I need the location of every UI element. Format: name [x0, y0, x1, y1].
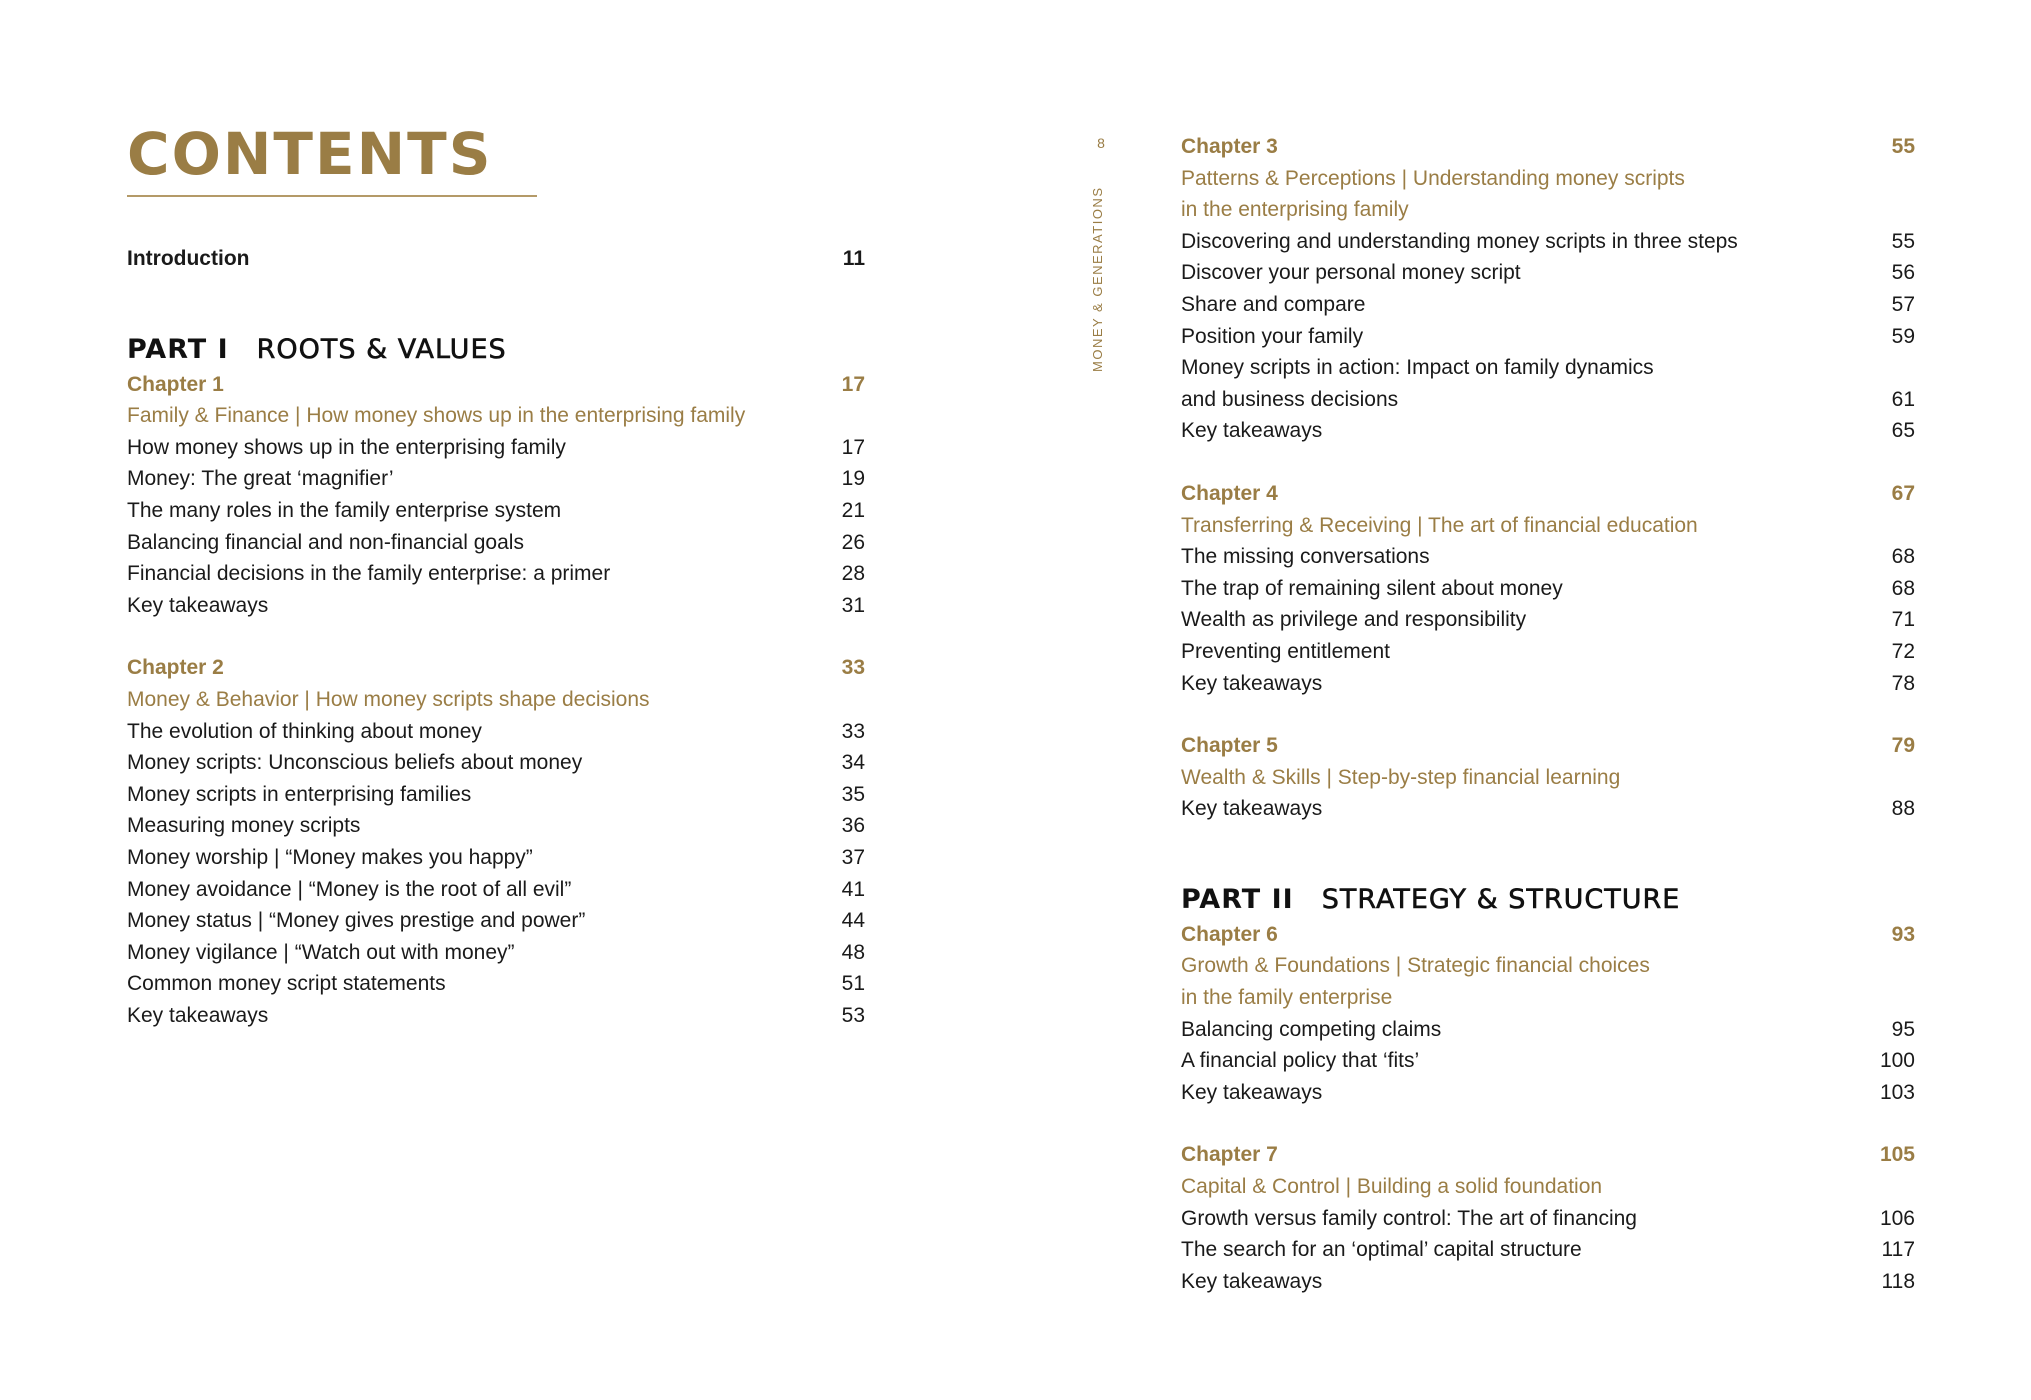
toc-entry[interactable]	[127, 558, 865, 590]
entry-title: How money shows up in the enterprising family	[127, 435, 566, 459]
toc-entry[interactable]	[127, 463, 865, 495]
right-page	[1181, 131, 1915, 1297]
toc-entry[interactable]	[127, 590, 865, 622]
entry-page: 56	[1891, 261, 1915, 285]
entry-title: The search for an ‘optimal’ capital structure	[1181, 1238, 1582, 1262]
toc-entry[interactable]	[127, 495, 865, 527]
toc-entry[interactable]	[1181, 226, 1915, 258]
entry-page: 31	[841, 593, 865, 617]
chapter-heading[interactable]	[1181, 478, 1915, 510]
part-heading-1	[127, 331, 865, 369]
toc-entry[interactable]	[1181, 1203, 1915, 1235]
chapter-page: 79	[1891, 734, 1915, 758]
entry-page: 34	[841, 751, 865, 775]
toc-entry[interactable]	[1181, 573, 1915, 605]
toc-entry[interactable]	[1181, 384, 1915, 416]
toc-entry[interactable]	[1181, 415, 1915, 447]
entry-page: 88	[1891, 797, 1915, 821]
spacer	[127, 621, 865, 652]
chapter-subtitle-text: Patterns & Perceptions | Understanding money scripts	[1181, 166, 1685, 190]
toc-entry[interactable]	[127, 716, 865, 748]
entry-title: Balancing competing claims	[1181, 1017, 1442, 1041]
toc-entry[interactable]	[1181, 1234, 1915, 1266]
entry-title: Introduction	[127, 247, 250, 270]
toc-entry[interactable]	[1181, 1045, 1915, 1077]
entry-page: 51	[841, 972, 865, 996]
toc-entry[interactable]	[1181, 668, 1915, 700]
entry-page: 55	[1891, 229, 1915, 253]
entry-title: Balancing financial and non-financial goals	[127, 530, 524, 554]
entry-title: A financial policy that ‘fits’	[1181, 1049, 1420, 1073]
entry-page: 17	[841, 435, 865, 459]
part-heading-2	[1181, 881, 1915, 919]
chapter-label: Chapter 5	[1181, 734, 1278, 758]
entry-title: Preventing entitlement	[1181, 639, 1390, 663]
chapter-subtitle	[1181, 950, 1915, 982]
chapter-subtitle	[1181, 163, 1915, 195]
toc-entry[interactable]	[127, 1000, 865, 1032]
chapter-subtitle	[127, 400, 865, 432]
entry-page: 61	[1891, 387, 1915, 411]
spacer	[1181, 825, 1915, 881]
entry-title: and business decisions	[1181, 387, 1399, 411]
entry-title: Money: The great ‘magnifier’	[127, 467, 394, 491]
chapter-label: Chapter 3	[1181, 135, 1278, 158]
toc-entry[interactable]	[127, 874, 865, 906]
entry-page: 68	[1891, 545, 1915, 569]
chapter-heading[interactable]	[1181, 730, 1915, 762]
entry-title: Discover your personal money script	[1181, 261, 1521, 285]
entry-title: Key takeaways	[1181, 671, 1323, 695]
chapter-subtitle-text: Transferring & Receiving | The art of financial education	[1181, 513, 1698, 537]
chapter-heading[interactable]	[1181, 1139, 1915, 1171]
toc-entry[interactable]	[127, 779, 865, 811]
chapter-subtitle-text: in the family enterprise	[1181, 986, 1393, 1010]
chapter-label: Chapter 7	[1181, 1143, 1278, 1167]
entry-title: Money vigilance | “Watch out with money”	[127, 940, 515, 964]
toc-entry[interactable]	[1181, 541, 1915, 573]
chapter-heading[interactable]	[1181, 919, 1915, 951]
chapter-subtitle	[127, 684, 865, 716]
toc-entry[interactable]	[1181, 352, 1915, 384]
entry-page: 57	[1891, 292, 1915, 316]
chapter-subtitle-text: Growth & Foundations | Strategic financial choices	[1181, 954, 1650, 978]
entry-page: 35	[841, 782, 865, 806]
spacer	[1181, 1108, 1915, 1139]
entry-title: Growth versus family control: The art of financing	[1181, 1206, 1637, 1230]
spacer	[127, 275, 865, 331]
chapter-subtitle	[1181, 510, 1915, 542]
toc-entry[interactable]	[127, 842, 865, 874]
entry-page: 59	[1891, 324, 1915, 348]
entry-page: 21	[841, 498, 865, 522]
entry-title: Discovering and understanding money scripts in three steps	[1181, 229, 1738, 253]
entry-title: Key takeaways	[1181, 419, 1323, 443]
entry-page: 36	[841, 814, 865, 838]
toc-entry[interactable]	[1181, 636, 1915, 668]
entry-title: Key takeaways	[127, 1003, 269, 1027]
entry-page: 44	[841, 909, 865, 933]
entry-page: 33	[841, 719, 865, 743]
entry-page: 118	[1881, 1269, 1915, 1293]
toc-entry[interactable]	[127, 968, 865, 1000]
chapter-block	[1181, 478, 1915, 699]
chapter-block	[1181, 919, 1915, 1109]
entry-page: 72	[1891, 639, 1915, 663]
chapter-heading[interactable]	[127, 652, 865, 684]
part-name: ROOTS & VALUES	[256, 333, 507, 365]
contents-title: CONTENTS	[127, 125, 537, 197]
running-head: MONEY & GENERATIONS	[1090, 186, 1105, 372]
toc-entry[interactable]	[127, 937, 865, 969]
spacer	[1181, 699, 1915, 730]
entry-page: 78	[1891, 671, 1915, 695]
chapter-subtitle-text: in the enterprising family	[1181, 198, 1409, 222]
entry-page: 117	[1881, 1238, 1915, 1262]
entry-title: Key takeaways	[1181, 797, 1323, 821]
entry-title: Money avoidance | “Money is the root of all evil”	[127, 877, 572, 901]
toc-entry[interactable]	[127, 747, 865, 779]
entry-page: 65	[1891, 419, 1915, 443]
chapter-subtitle-text: Family & Finance | How money shows up in the enterprising family	[127, 404, 746, 428]
entry-page: 103	[1879, 1080, 1915, 1104]
chapter-label: Chapter 4	[1181, 481, 1278, 505]
chapter-page: 33	[841, 656, 865, 680]
part-number: PART I	[127, 333, 229, 365]
toc-entry[interactable]	[127, 810, 865, 842]
entry-page: 71	[1891, 608, 1915, 632]
toc-entry[interactable]	[1181, 793, 1915, 825]
chapter-subtitle	[1181, 762, 1915, 794]
toc-entry[interactable]	[1181, 1266, 1915, 1298]
toc-entry[interactable]	[127, 905, 865, 937]
toc-entry[interactable]	[1181, 604, 1915, 636]
chapter-label: Chapter 2	[127, 656, 224, 680]
entry-page: 48	[841, 940, 865, 964]
entry-title: The missing conversations	[1181, 545, 1430, 569]
spacer	[1181, 447, 1915, 478]
chapter-block	[1181, 730, 1915, 825]
entry-page: 19	[841, 467, 865, 491]
chapter-subtitle	[1181, 194, 1915, 226]
entry-title: Measuring money scripts	[127, 814, 361, 838]
entry-title: The trap of remaining silent about money	[1181, 576, 1563, 600]
toc-entry[interactable]	[1181, 321, 1915, 353]
entry-title: Money scripts in enterprising families	[127, 782, 472, 806]
entry-title: Key takeaways	[1181, 1080, 1323, 1104]
entry-title: Money scripts in action: Impact on family dynamics	[1181, 356, 1654, 380]
entry-title: Money scripts: Unconscious beliefs about money	[127, 751, 583, 775]
chapter-subtitle	[1181, 982, 1915, 1014]
chapter-page: 55	[1891, 135, 1915, 158]
toc-entry[interactable]	[127, 527, 865, 559]
left-page	[127, 120, 865, 1031]
entry-page: 53	[841, 1003, 865, 1027]
part-number: PART II	[1181, 883, 1294, 915]
part-name: STRATEGY & STRUCTURE	[1321, 883, 1681, 915]
chapter-block	[127, 369, 865, 622]
entry-title: Wealth as privilege and responsibility	[1181, 608, 1527, 632]
entry-title: Key takeaways	[1181, 1269, 1323, 1293]
chapter-subtitle-text: Capital & Control | Building a solid foundation	[1181, 1175, 1603, 1199]
toc-entry[interactable]	[127, 432, 865, 464]
toc-entry[interactable]	[1181, 1014, 1915, 1046]
entry-page: 41	[841, 877, 865, 901]
entry-page: 11	[842, 247, 865, 270]
entry-title: Financial decisions in the family enterprise: a primer	[127, 562, 611, 586]
entry-title: The evolution of thinking about money	[127, 719, 482, 743]
chapter-block	[1181, 1139, 1915, 1297]
entry-page: 28	[841, 562, 865, 586]
entry-page: 106	[1879, 1206, 1915, 1230]
entry-title: The many roles in the family enterprise system	[127, 498, 562, 522]
chapter-page: 93	[1891, 922, 1915, 946]
page-number: 8	[1097, 135, 1105, 151]
chapter-subtitle-text: Money & Behavior | How money scripts shape decisions	[127, 687, 650, 711]
entry-page: 95	[1891, 1017, 1915, 1041]
entry-title: Position your family	[1181, 324, 1364, 348]
entry-title: Money worship | “Money makes you happy”	[127, 845, 533, 869]
chapter-label: Chapter 1	[127, 372, 224, 396]
toc-entry[interactable]	[1181, 1077, 1915, 1109]
entry-page: 68	[1891, 576, 1915, 600]
entry-page: 100	[1879, 1049, 1915, 1073]
toc-entry-introduction[interactable]	[127, 243, 865, 275]
chapter-heading[interactable]	[127, 369, 865, 401]
entry-page: 37	[841, 845, 865, 869]
chapter-subtitle	[1181, 1171, 1915, 1203]
chapter-heading[interactable]	[1181, 131, 1915, 163]
entry-title: Share and compare	[1181, 292, 1366, 316]
chapter-page: 67	[1891, 481, 1915, 505]
entry-page: 26	[841, 530, 865, 554]
entry-title: Money status | “Money gives prestige and power”	[127, 909, 586, 933]
toc-entry[interactable]	[1181, 257, 1915, 289]
chapter-page: 17	[841, 372, 865, 396]
entry-title: Common money script statements	[127, 972, 446, 996]
entry-title: Key takeaways	[127, 593, 269, 617]
chapter-label: Chapter 6	[1181, 922, 1278, 946]
chapter-block	[1181, 131, 1915, 447]
chapter-subtitle-text: Wealth & Skills | Step-by-step financial learning	[1181, 765, 1621, 789]
chapter-page: 105	[1879, 1143, 1915, 1167]
chapter-block	[127, 652, 865, 1031]
toc-entry[interactable]	[1181, 289, 1915, 321]
